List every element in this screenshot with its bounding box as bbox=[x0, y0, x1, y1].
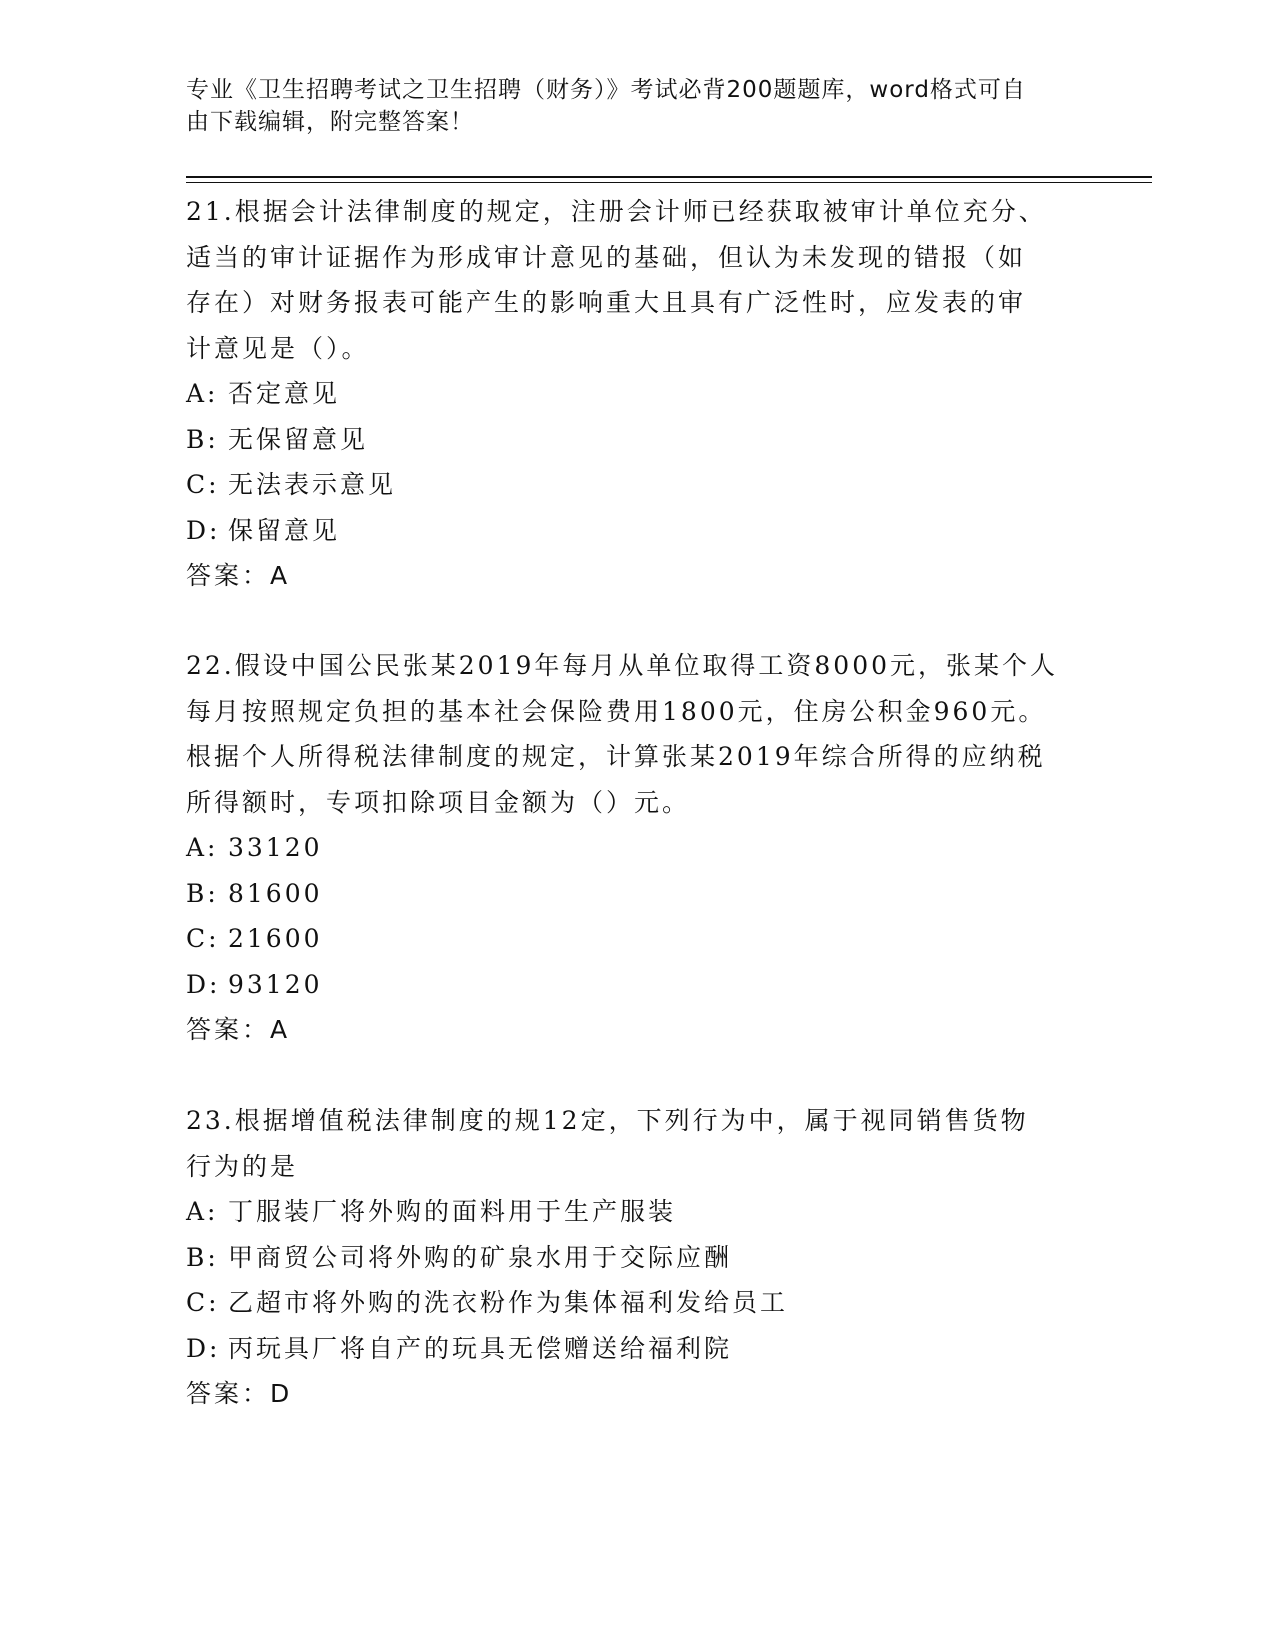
option-text: 81600 bbox=[228, 878, 323, 908]
option-text: 否定意见 bbox=[228, 379, 341, 408]
option-c bbox=[186, 462, 1086, 508]
question-stem-line: 22.假设中国公民张某2019年每月从单位取得工资8000元，张某个人 bbox=[186, 651, 1059, 680]
header-divider-thick bbox=[186, 176, 1152, 178]
option-a bbox=[186, 825, 1086, 871]
option-letter: D: bbox=[186, 969, 221, 999]
option-a bbox=[186, 371, 1086, 417]
option-text: 33120 bbox=[228, 833, 323, 862]
answer-line: 答案：A bbox=[186, 1015, 291, 1044]
header-line-2: 由下载编辑，附完整答案！ bbox=[186, 109, 474, 135]
question-stem-line: 适当的审计证据作为形成审计意见的基础，但认为未发现的错报（如 bbox=[186, 242, 1027, 272]
answer-line: 答案：A bbox=[186, 561, 291, 590]
question-stem-line: 计意见是（）。 bbox=[186, 333, 370, 363]
option-text: 无法表示意见 bbox=[228, 470, 397, 499]
option-letter: D: bbox=[186, 1333, 221, 1363]
option-letter: A: bbox=[186, 1197, 219, 1226]
option-c bbox=[186, 1280, 1086, 1326]
header-divider-thin bbox=[186, 182, 1152, 183]
answer-line: 答案：D bbox=[186, 1379, 293, 1408]
question-stem-line: 每月按照规定负担的基本社会保险费用1800元，住房公积金960元。 bbox=[186, 696, 1047, 726]
question-stem-line: 根据个人所得税法律制度的规定，计算张某2019年综合所得的应纳税 bbox=[186, 742, 1046, 771]
option-text: 丙玩具厂将自产的玩具无偿赠送给福利院 bbox=[228, 1333, 733, 1363]
question-23 bbox=[186, 1098, 1086, 1417]
option-text: 丁服装厂将外购的面料用于生产服装 bbox=[228, 1197, 677, 1226]
option-d bbox=[186, 1326, 1086, 1372]
option-letter: C: bbox=[186, 470, 220, 499]
option-text: 21600 bbox=[228, 924, 323, 953]
option-letter: C: bbox=[186, 1288, 220, 1317]
option-letter: B: bbox=[186, 424, 219, 454]
option-d bbox=[186, 962, 1086, 1008]
option-letter: A: bbox=[186, 833, 219, 862]
option-text: 乙超市将外购的洗衣粉作为集体福利发给员工 bbox=[228, 1288, 789, 1317]
question-21 bbox=[186, 189, 1086, 599]
option-text: 甲商贸公司将外购的矿泉水用于交际应酬 bbox=[228, 1242, 733, 1272]
option-c bbox=[186, 916, 1086, 962]
option-letter: B: bbox=[186, 878, 219, 908]
question-stem-line: 23.根据增值税法律制度的规12定，下列行为中，属于视同销售货物 bbox=[186, 1106, 1029, 1135]
option-b bbox=[186, 1235, 1086, 1281]
option-b bbox=[186, 417, 1086, 463]
option-letter: B: bbox=[186, 1242, 219, 1272]
option-d bbox=[186, 508, 1086, 554]
question-stem-line: 21.根据会计法律制度的规定，注册会计师已经获取被审计单位充分、 bbox=[186, 197, 1047, 226]
option-text: 保留意见 bbox=[228, 515, 341, 545]
question-stem-line: 所得额时，专项扣除项目金额为（）元。 bbox=[186, 787, 691, 817]
option-letter: C: bbox=[186, 924, 220, 953]
option-text: 93120 bbox=[228, 969, 323, 999]
question-22 bbox=[186, 643, 1086, 1053]
question-stem-line: 存在）对财务报表可能产生的影响重大且具有广泛性时，应发表的审 bbox=[186, 288, 1027, 317]
option-a bbox=[186, 1189, 1086, 1235]
header-line-1: 专业《卫生招聘考试之卫生招聘（财务）》考试必背200题题库，word格式可自 bbox=[186, 77, 1026, 103]
option-letter: A: bbox=[186, 379, 219, 408]
question-stem-line: 行为的是 bbox=[186, 1151, 299, 1181]
option-b bbox=[186, 871, 1086, 917]
document-header bbox=[186, 74, 1066, 138]
option-text: 无保留意见 bbox=[228, 424, 369, 454]
option-letter: D: bbox=[186, 515, 221, 545]
